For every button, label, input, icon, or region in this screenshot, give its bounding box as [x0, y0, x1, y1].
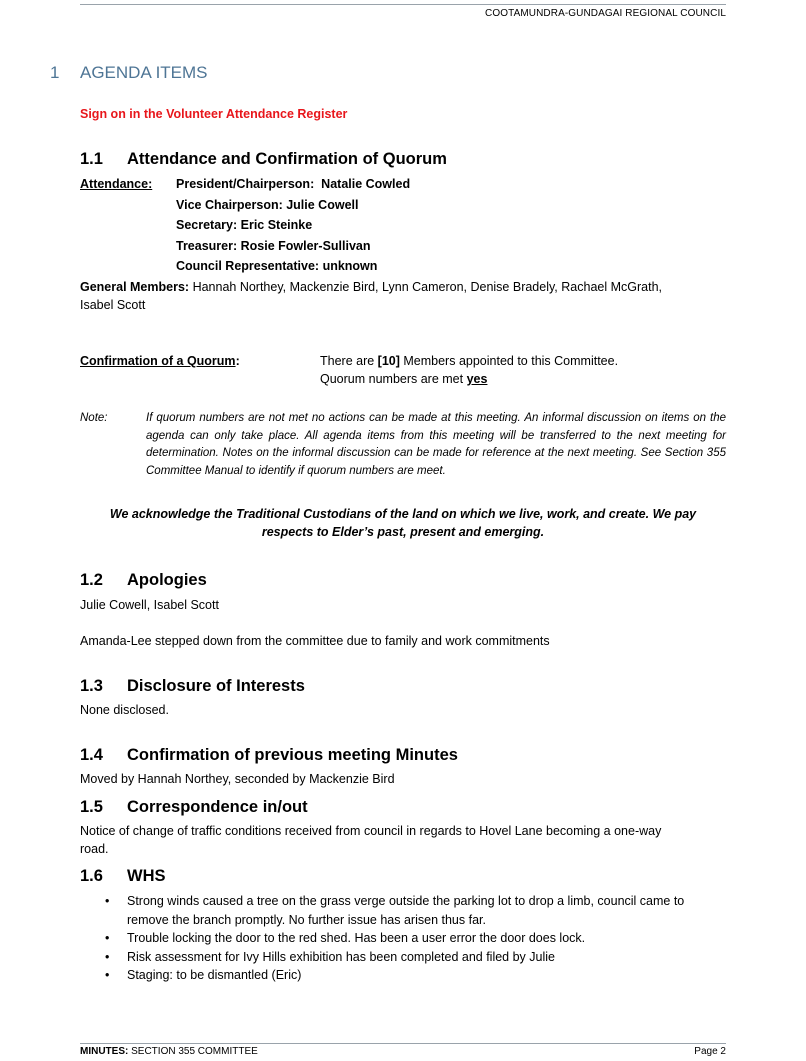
list-item-text: Strong winds caused a tree on the grass verge outside the parking lot to drop a limb, council came to remove the branch promptly. No further issue has arisen thus far. [127, 894, 685, 927]
general-members [80, 278, 726, 296]
heading-number: 1.2 [80, 571, 103, 589]
disclosure-text: None disclosed. [80, 703, 169, 717]
list-item [80, 966, 720, 985]
quorum-label-colon: : [235, 354, 240, 368]
acknowledgement-line-1: We acknowledge the Traditional Custodians of the land on which we live, work, and create. We pay [109, 507, 697, 521]
role-council-rep: Council Representative: unknown [176, 259, 378, 273]
acknowledgement-line-2: respects to Elder’s past, present and emerging. [261, 525, 545, 539]
footer-doc-name: SECTION 355 COMMITTEE [128, 1046, 258, 1057]
attendance-label: Attendance: [80, 177, 153, 191]
quorum-line-2-pre: Quorum numbers are met [320, 372, 467, 386]
general-members-cont: Isabel Scott [80, 298, 146, 312]
bullet-icon: • [105, 949, 110, 964]
footer-doc-label: MINUTES: [80, 1046, 129, 1057]
quorum-label-text: Confirmation of a Quorum [80, 354, 236, 368]
sign-on-notice: Sign on in the Volunteer Attendance Register [80, 107, 348, 121]
quorum-label [80, 352, 240, 370]
role-treasurer: Treasurer: Rosie Fowler-Sullivan [176, 239, 371, 253]
footer-rule [80, 1043, 726, 1044]
footer-doc-title [80, 1046, 258, 1057]
list-item-text: Risk assessment for Ivy Hills exhibition has been completed and filed by Julie [127, 949, 555, 964]
footer-page-number: Page 2 [694, 1046, 726, 1057]
header-org-name: COOTAMUNDRA-GUNDAGAI REGIONAL COUNCIL [485, 8, 726, 19]
quorum-line-1-pre: There are [320, 354, 378, 368]
general-members-list: Hannah Northey, Mackenzie Bird, Lynn Cameron, Denise Bradely, Rachael McGrath, [192, 280, 662, 294]
section-number: 1 [50, 63, 60, 82]
whs-list [80, 892, 720, 985]
section-title: AGENDA ITEMS [80, 63, 208, 82]
heading-text: Apologies [127, 571, 207, 589]
list-item [80, 892, 720, 929]
quorum-line-1-post: Members appointed to this Committee. [399, 354, 619, 368]
bullet-icon: • [105, 968, 110, 982]
heading-number: 1.4 [80, 746, 103, 764]
bullet-icon: • [105, 931, 110, 945]
quorum-met-value: yes [466, 372, 488, 386]
quorum-line-2 [320, 370, 487, 388]
heading-number: 1.3 [80, 677, 103, 695]
role-secretary: Secretary: Eric Steinke [176, 218, 313, 232]
heading-number: 1.1 [80, 150, 103, 168]
correspondence-text-cont: road. [80, 842, 109, 856]
note-text: If quorum numbers are not met no actions can be made at this meeting. An informal discussion on items on the agenda can only take place. All agenda items from this meeting will be transferred to the next meeting for determination. Notes on the informal discussion can be made for reference at the next meeting. See Section 355 Committee Manual to identify if quorum numbers are meet. [146, 412, 726, 477]
apologies-text: Julie Cowell, Isabel Scott [80, 598, 219, 612]
heading-text: WHS [127, 867, 166, 885]
heading-text: Correspondence in/out [127, 798, 308, 816]
list-item-text: Trouble locking the door to the red shed. Has been a user error the door does lock. [127, 931, 586, 945]
role-vice-chair: Vice Chairperson: Julie Cowell [176, 198, 359, 212]
minutes-moved-text: Moved by Hannah Northey, seconded by Mackenzie Bird [80, 772, 395, 786]
list-item [80, 929, 720, 948]
general-members-label: General Members: [80, 280, 190, 294]
note-label: Note: [80, 412, 108, 424]
heading-text: Attendance and Confirmation of Quorum [127, 150, 447, 168]
heading-text: Confirmation of previous meeting Minutes [127, 746, 458, 764]
quorum-line-1 [320, 352, 618, 370]
apologies-note: Amanda-Lee stepped down from the committee due to family and work commitments [80, 634, 550, 648]
quorum-count: [10] [377, 354, 400, 368]
list-item-text: Staging: to be dismantled (Eric) [127, 968, 302, 982]
role-president: President/Chairperson: Natalie Cowled [176, 177, 411, 191]
correspondence-text: Notice of change of traffic conditions received from council in regards to Hovel Lane becoming a one-way [80, 824, 662, 838]
heading-number: 1.6 [80, 867, 103, 885]
heading-text: Disclosure of Interests [127, 677, 305, 695]
header-rule [80, 4, 726, 5]
heading-number: 1.5 [80, 798, 103, 816]
bullet-icon: • [105, 894, 110, 908]
list-item [80, 948, 720, 967]
